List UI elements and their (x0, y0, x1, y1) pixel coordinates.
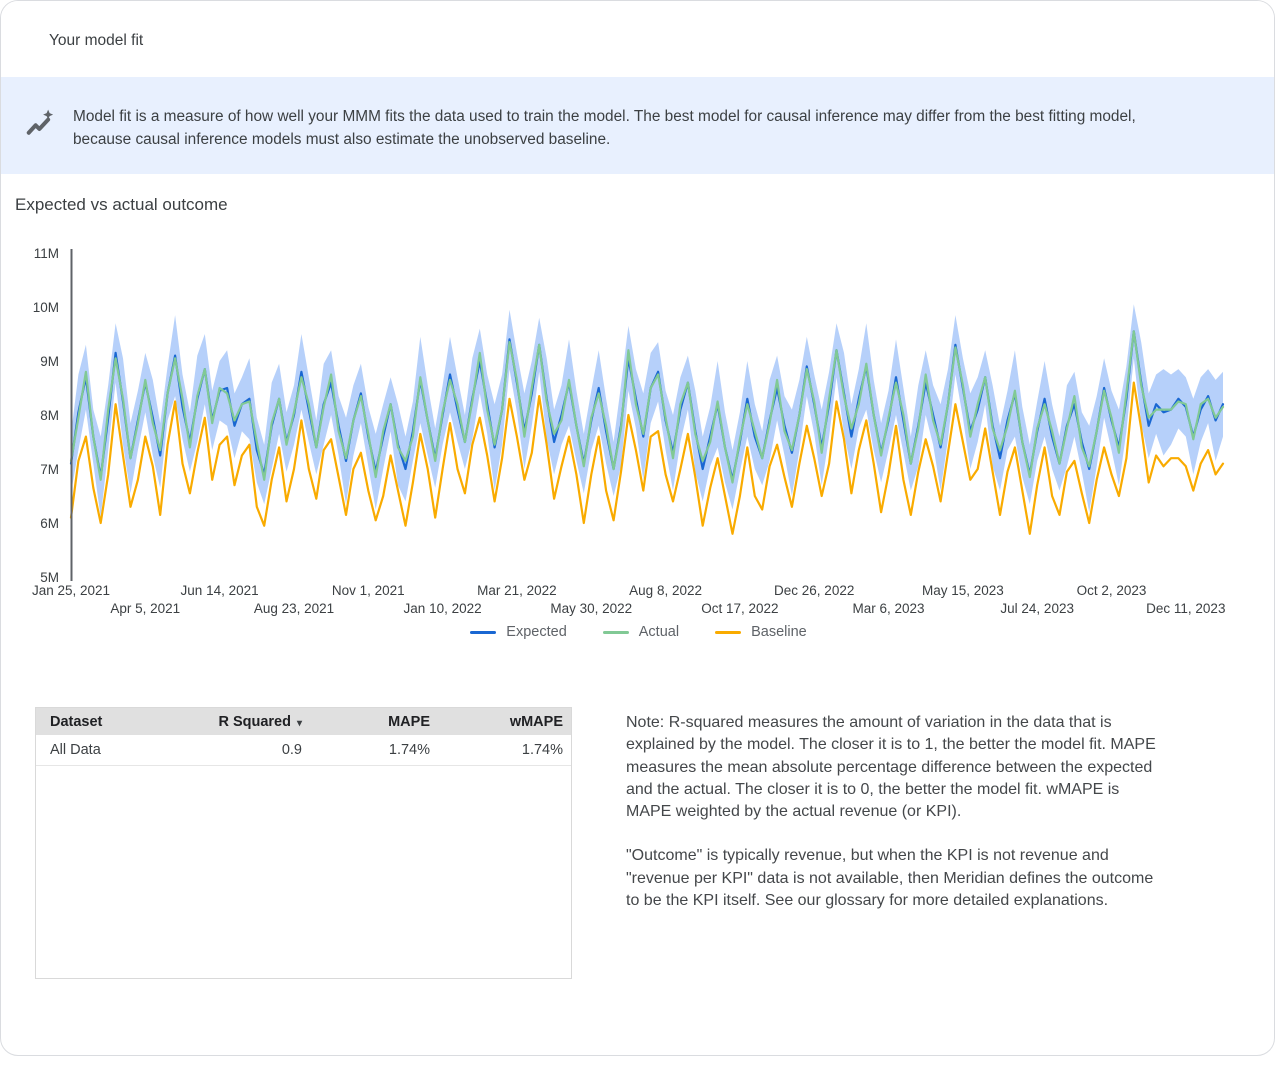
y-tick-label: 8M (40, 408, 59, 423)
y-tick-label: 11M (33, 246, 59, 261)
legend-item-actual (603, 624, 679, 640)
x-tick-label: Jan 10, 2022 (403, 601, 482, 616)
x-tick-label: Jun 14, 2021 (180, 583, 259, 598)
x-tick-label: Dec 11, 2023 (1146, 601, 1226, 616)
y-tick-label: 9M (40, 354, 59, 369)
cell-dataset: All Data (50, 742, 101, 758)
y-tick-label: 5M (40, 570, 59, 585)
y-tick-label: 7M (40, 462, 59, 477)
column-header-mape: MAPE (388, 713, 430, 730)
model-insights-icon (25, 109, 55, 139)
expected-line-swatch (470, 631, 496, 634)
sort-desc-icon[interactable]: ▾ (296, 717, 302, 729)
y-tick-label: 10M (32, 300, 59, 315)
card-header (1, 1, 1274, 77)
chart-section-title: Expected vs actual outcome (15, 195, 228, 214)
column-header-wmape: wMAPE (509, 713, 563, 730)
legend-item-baseline (715, 624, 807, 640)
cell-wmape: 1.74% (521, 742, 563, 758)
x-tick-label: Nov 1, 2021 (331, 583, 405, 598)
table-row (36, 735, 571, 766)
banner-text: Model fit is a measure of how well your MMM fits the data used to train the model. The best model for causal inference may differ from the best fitting model, because causal inference models must also estimate the unobserved baseline. (73, 108, 1136, 148)
explanatory-note (626, 712, 1167, 912)
legend-label: Actual (638, 624, 680, 640)
column-header-r-squared[interactable]: R Squared ▾ (218, 713, 302, 730)
baseline-line-swatch (715, 631, 741, 634)
model-fit-stats-table (35, 707, 572, 979)
note-paragraph-2: "Outcome" is typically revenue, but when the KPI is not revenue and "revenue per KPI" data is not available, then Meridian defines the outcome to be the KPI itself. See our glossary for more detailed explanations. (626, 847, 1154, 910)
x-tick-label: Oct 17, 2022 (701, 601, 779, 616)
legend-label: Expected (506, 624, 567, 640)
x-tick-label: Mar 6, 2023 (852, 601, 925, 616)
x-tick-label: Mar 21, 2022 (477, 583, 557, 598)
cell-mape: 1.74% (388, 742, 430, 758)
chart-legend (1, 624, 1275, 640)
x-tick-label: Oct 2, 2023 (1076, 583, 1147, 598)
model-fit-chart (1, 239, 1275, 621)
legend-label: Baseline (751, 624, 807, 640)
page-title: Your model fit (49, 32, 144, 49)
x-tick-label: May 30, 2022 (550, 601, 633, 616)
info-banner (1, 77, 1274, 174)
x-tick-label: Jul 24, 2023 (1000, 601, 1074, 616)
table-header-row (36, 708, 571, 735)
legend-item-expected (470, 624, 566, 640)
x-tick-label: Aug 8, 2022 (629, 583, 703, 598)
actual-line-swatch (603, 631, 629, 634)
x-tick-label: Jan 25, 2021 (31, 583, 111, 598)
x-tick-label: Dec 26, 2022 (774, 583, 855, 598)
column-header-dataset: Dataset (50, 713, 103, 730)
note-paragraph-1: Note: R-squared measures the amount of variation in the data that is explained by the model. The closer it is to 1, the better the model fit. MAPE measures the mean absolute percentage difference between the expected and the actual. The closer it is to 0, the better the model fit. wMAPE is MAPE weighted by the actual revenue (or KPI). (626, 714, 1156, 821)
x-tick-label: May 15, 2023 (921, 583, 1004, 598)
x-tick-label: Apr 5, 2021 (110, 601, 181, 616)
y-tick-label: 6M (40, 516, 59, 531)
x-tick-label: Aug 23, 2021 (253, 601, 335, 616)
cell-r-squared: 0.9 (281, 742, 302, 758)
